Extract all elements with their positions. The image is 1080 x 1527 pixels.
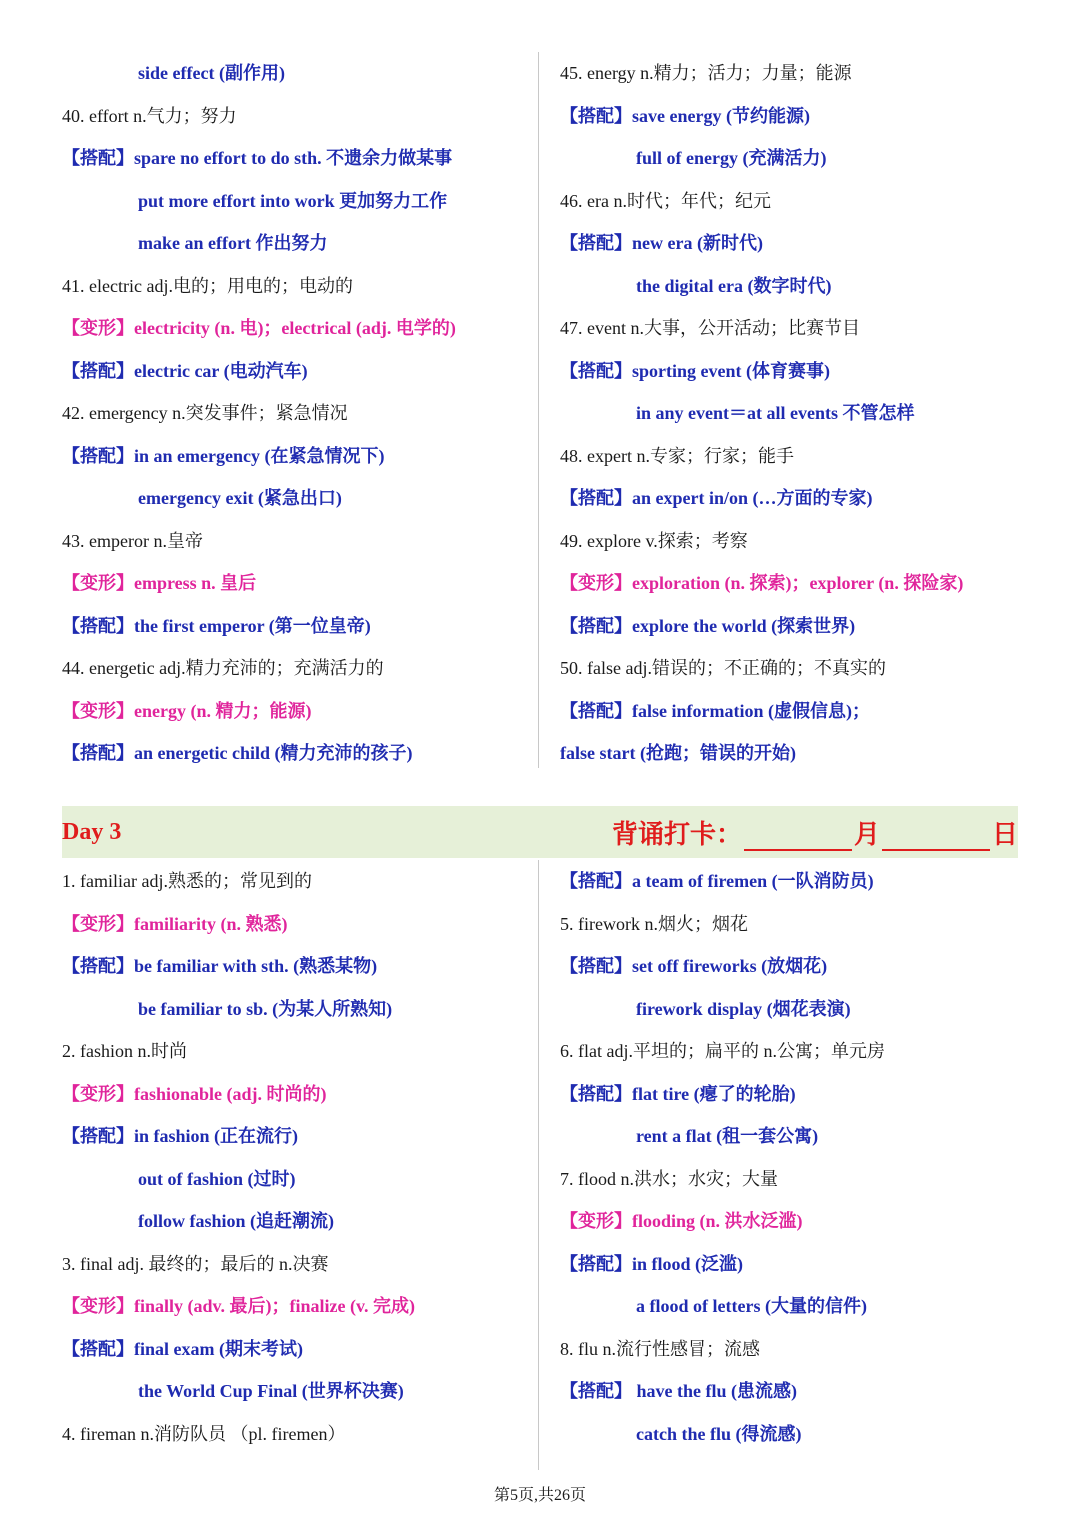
word-form-line: 【变形】energy (n. 精力；能源) — [62, 700, 312, 721]
vocab-entry: 1. familiar adj.熟悉的；常见到的 — [62, 871, 312, 891]
collocation-line: 【搭配】in an emergency (在紧急情况下) — [62, 445, 385, 466]
word-form-line: 【变形】empress n. 皇后 — [62, 573, 257, 593]
collocation-line: put more effort into work 更加努力工作 — [138, 190, 448, 211]
column-divider — [538, 860, 539, 1470]
word-form-line: 【变形】familiarity (n. 熟悉) — [62, 913, 288, 934]
vocab-entry: 50. false adj.错误的；不正确的；不真实的 — [560, 658, 886, 678]
collocation-line: 【搭配】save energy (节约能源) — [560, 105, 810, 126]
word-form-line: 【变形】finally (adv. 最后)；finalize (v. 完成) — [62, 1296, 415, 1316]
day-label: 日 — [991, 819, 1018, 849]
collocation-line: a flood of letters (大量的信件) — [636, 1296, 867, 1316]
month-blank — [744, 821, 852, 851]
collocation-line: out of fashion (过时) — [138, 1168, 296, 1189]
collocation-line: 【搭配】final exam (期末考试) — [62, 1338, 303, 1359]
collocation-line: 【搭配】a team of firemen (一队消防员) — [560, 871, 874, 891]
collocation-line: in any event＝at all events 不管怎样 — [636, 403, 915, 423]
collocation-line: make an effort 作出努力 — [138, 233, 328, 253]
bottom-left-column — [62, 860, 532, 1455]
collocation-line: firework display (烟花表演) — [636, 998, 851, 1019]
column-divider — [538, 52, 539, 768]
collocation-line: catch the flu (得流感) — [636, 1423, 802, 1444]
collocation-line: full of energy (充满活力) — [636, 148, 827, 168]
vocab-entry: 3. final adj. 最终的；最后的 n.决赛 — [62, 1253, 329, 1274]
collocation-line: 【搭配】explore the world (探索世界) — [560, 615, 856, 636]
vocab-entry: 44. energetic adj.精力充沛的；充满活力的 — [62, 658, 384, 678]
word-form-line: 【变形】fashionable (adj. 时尚的) — [62, 1083, 327, 1104]
vocab-entry: 8. flu n.流行性感冒；流感 — [560, 1338, 760, 1359]
page-footer: 第5页,共26页 — [493, 1487, 586, 1504]
vocab-entry: 48. expert n.专家；行家；能手 — [560, 445, 794, 466]
collocation-line: 【搭配】an expert in/on (…方面的专家) — [560, 488, 873, 508]
vocab-entry: 43. emperor n.皇帝 — [62, 530, 203, 551]
collocation-line: 【搭配】false information (虚假信息)； — [560, 700, 870, 721]
collocation-line: 【搭配】electric car (电动汽车) — [62, 360, 308, 381]
collocation-line: the World Cup Final (世界杯决赛) — [138, 1381, 404, 1401]
top-right-column — [560, 52, 1030, 775]
collocation-line: follow fashion (追赶潮流) — [138, 1211, 335, 1231]
collocation-line: 【搭配】the first emperor (第一位皇帝) — [62, 615, 371, 636]
collocation-line: 【搭配】in fashion (正在流行) — [62, 1126, 299, 1146]
checkin-label: 背诵打卡： — [611, 819, 742, 849]
collocation-line: 【搭配】new era (新时代) — [560, 233, 763, 253]
bottom-right-column — [560, 860, 1030, 1455]
day-header-bar — [62, 806, 1018, 858]
collocation-line: 【搭配】be familiar with sth. (熟悉某物) — [62, 956, 378, 976]
vocab-entry: 47. event n.大事，公开活动；比赛节目 — [560, 318, 860, 338]
collocation-line: 【搭配】 have the flu (患流感) — [560, 1381, 797, 1401]
collocation-line: rent a flat (租一套公寓) — [636, 1126, 819, 1146]
top-left-column — [62, 52, 532, 775]
vocab-entry: 7. flood n.洪水；水灾；大量 — [560, 1168, 778, 1189]
word-form-line: 【变形】exploration (n. 探索)；explorer (n. 探险家) — [560, 573, 964, 593]
vocab-entry: 40. effort n.气力；努力 — [62, 105, 237, 126]
day-blank — [882, 821, 990, 851]
collocation-line: side effect (副作用) — [138, 63, 285, 83]
collocation-line: 【搭配】flat tire (瘪了的轮胎) — [560, 1083, 796, 1104]
collocation-line: 【搭配】set off fireworks (放烟花) — [560, 956, 828, 976]
vocab-entry: 42. emergency n.突发事件；紧急情况 — [62, 403, 348, 423]
word-form-line: 【变形】flooding (n. 洪水泛滥) — [560, 1211, 803, 1231]
collocation-line: 【搭配】an energetic child (精力充沛的孩子) — [62, 743, 413, 763]
month-label: 月 — [853, 819, 880, 849]
word-form-line: 【变形】electricity (n. 电)；electrical (adj. 电学的) — [62, 318, 456, 338]
collocation-line: 【搭配】spare no effort to do sth. 不遗余力做某事 — [62, 148, 453, 168]
collocation-line: the digital era (数字时代) — [636, 275, 832, 296]
vocab-entry: 6. flat adj.平坦的；扁平的 n.公寓；单元房 — [560, 1041, 885, 1061]
vocab-entry: 46. era n.时代；年代；纪元 — [560, 190, 771, 211]
collocation-line: 【搭配】sporting event (体育赛事) — [560, 360, 830, 381]
day-title: Day 3 — [62, 818, 122, 845]
vocab-entry: 49. explore v.探索；考察 — [560, 530, 748, 551]
vocab-entry: 5. firework n.烟火；烟花 — [560, 913, 748, 934]
vocab-entry: 4. fireman n.消防队员 （pl. firemen） — [62, 1423, 346, 1444]
vocab-entry: 41. electric adj.电的；用电的；电动的 — [62, 275, 353, 296]
collocation-line: 【搭配】in flood (泛滥) — [560, 1253, 744, 1274]
vocab-entry: 45. energy n.精力；活力；力量；能源 — [560, 63, 852, 83]
collocation-line: emergency exit (紧急出口) — [138, 488, 342, 508]
collocation-line: false start (抢跑；错误的开始) — [560, 743, 796, 763]
checkin-line — [612, 814, 1018, 851]
collocation-line: be familiar to sb. (为某人所熟知) — [138, 998, 393, 1019]
vocab-entry: 2. fashion n.时尚 — [62, 1041, 187, 1061]
